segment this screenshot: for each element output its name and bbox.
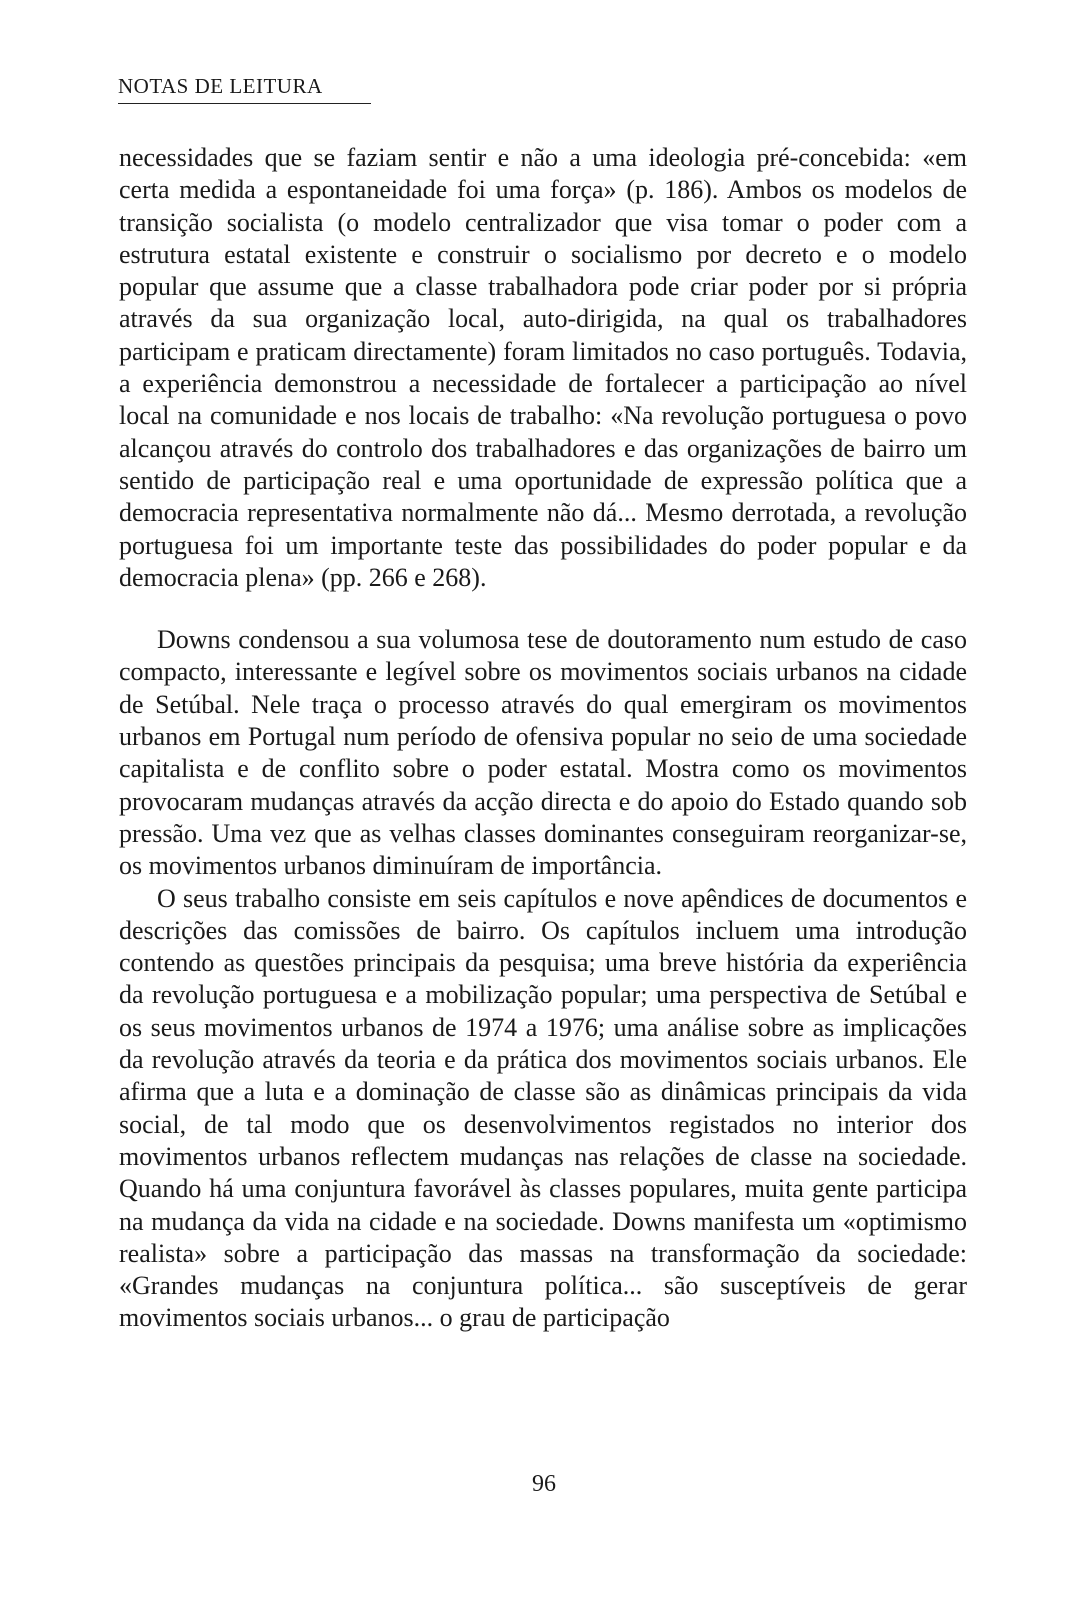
paragraph-downs-summary: Downs condensou a sua volumosa tese de doutoramento num estudo de caso compacto, interessante e legível sobre os movimentos sociais urbanos na cidade de Setúbal. Nele traça o processo através do qual emergiram os movimentos urbanos em Portugal num período de ofensiva popular no seio de uma sociedade capitalista e de conflito sobre o poder estatal. Mostra como os movimentos provocaram mudanças através da acção directa e do apoio do Estado quando sob pressão. Uma vez que as velhas classes dominantes conseguiram reorganizar-se, os movimentos urbanos diminuíram de importância.: [119, 625, 967, 881]
running-header: NOTAS DE LEITURA: [118, 74, 371, 104]
page-number: 96: [532, 1471, 556, 1497]
paragraph-continued: necessidades que se faziam sentir e não a uma ideologia pré-concebida: «em certa medida a espontaneidade foi uma força» (p. 186). Ambos os modelos de transição socialista (o modelo centralizador que visa tomar o poder com a estrutura estatal existente e construir o socialismo por decreto e o modelo popular que assume que a classe trabalhadora pode criar poder por si própria através da sua organização local, auto-dirigida, na qual os trabalhadores participam e praticam directamente) foram limitados no caso português. Todavia, a experiência demonstrou a necessidade de fortalecer a participação ao nível local na comunidade e nos locais de trabalho: «Na revolução portuguesa o povo alcançou através do controlo dos trabalhadores e das organizações de bairro um sentido de participação real e uma oportunidade de expressão política que a democracia representativa normalmente não dá... Mesmo derrotada, a revolução portuguesa foi um importante teste das possibilidades do poder popular e da democracia plena» (pp. 266 e 268).: [119, 143, 967, 592]
body-text: [119, 142, 967, 1335]
paragraph-chapters: O seus trabalho consiste em seis capítulos e nove apêndices de documentos e descrições das comissões de bairro. Os capítulos incluem uma introdução contendo as questões principais da pesquisa; uma breve história da experiência da revolução portuguesa e a mobilização popular; uma perspectiva de Setúbal e os seus movimentos urbanos de 1974 a 1976; uma análise sobre as implicações da revolução através da teoria e da prática dos movimentos sociais urbanos. Ele afirma que a luta e a dominação de classe são as dinâmicas principais da vida social, de tal modo que os desenvolvimentos registados no interior dos movimentos urbanos reflectem mudanças nas relações de classe na sociedade. Quando há uma conjuntura favorável às classes populares, muita gente participa na mudança da vida na cidade e na sociedade. Downs manifesta um «optimismo realista» sobre a participação das massas na transformação da sociedade: «Grandes mudanças na conjuntura política... são susceptíveis de gerar movimentos sociais urbanos... o grau de participação: [119, 883, 967, 1333]
